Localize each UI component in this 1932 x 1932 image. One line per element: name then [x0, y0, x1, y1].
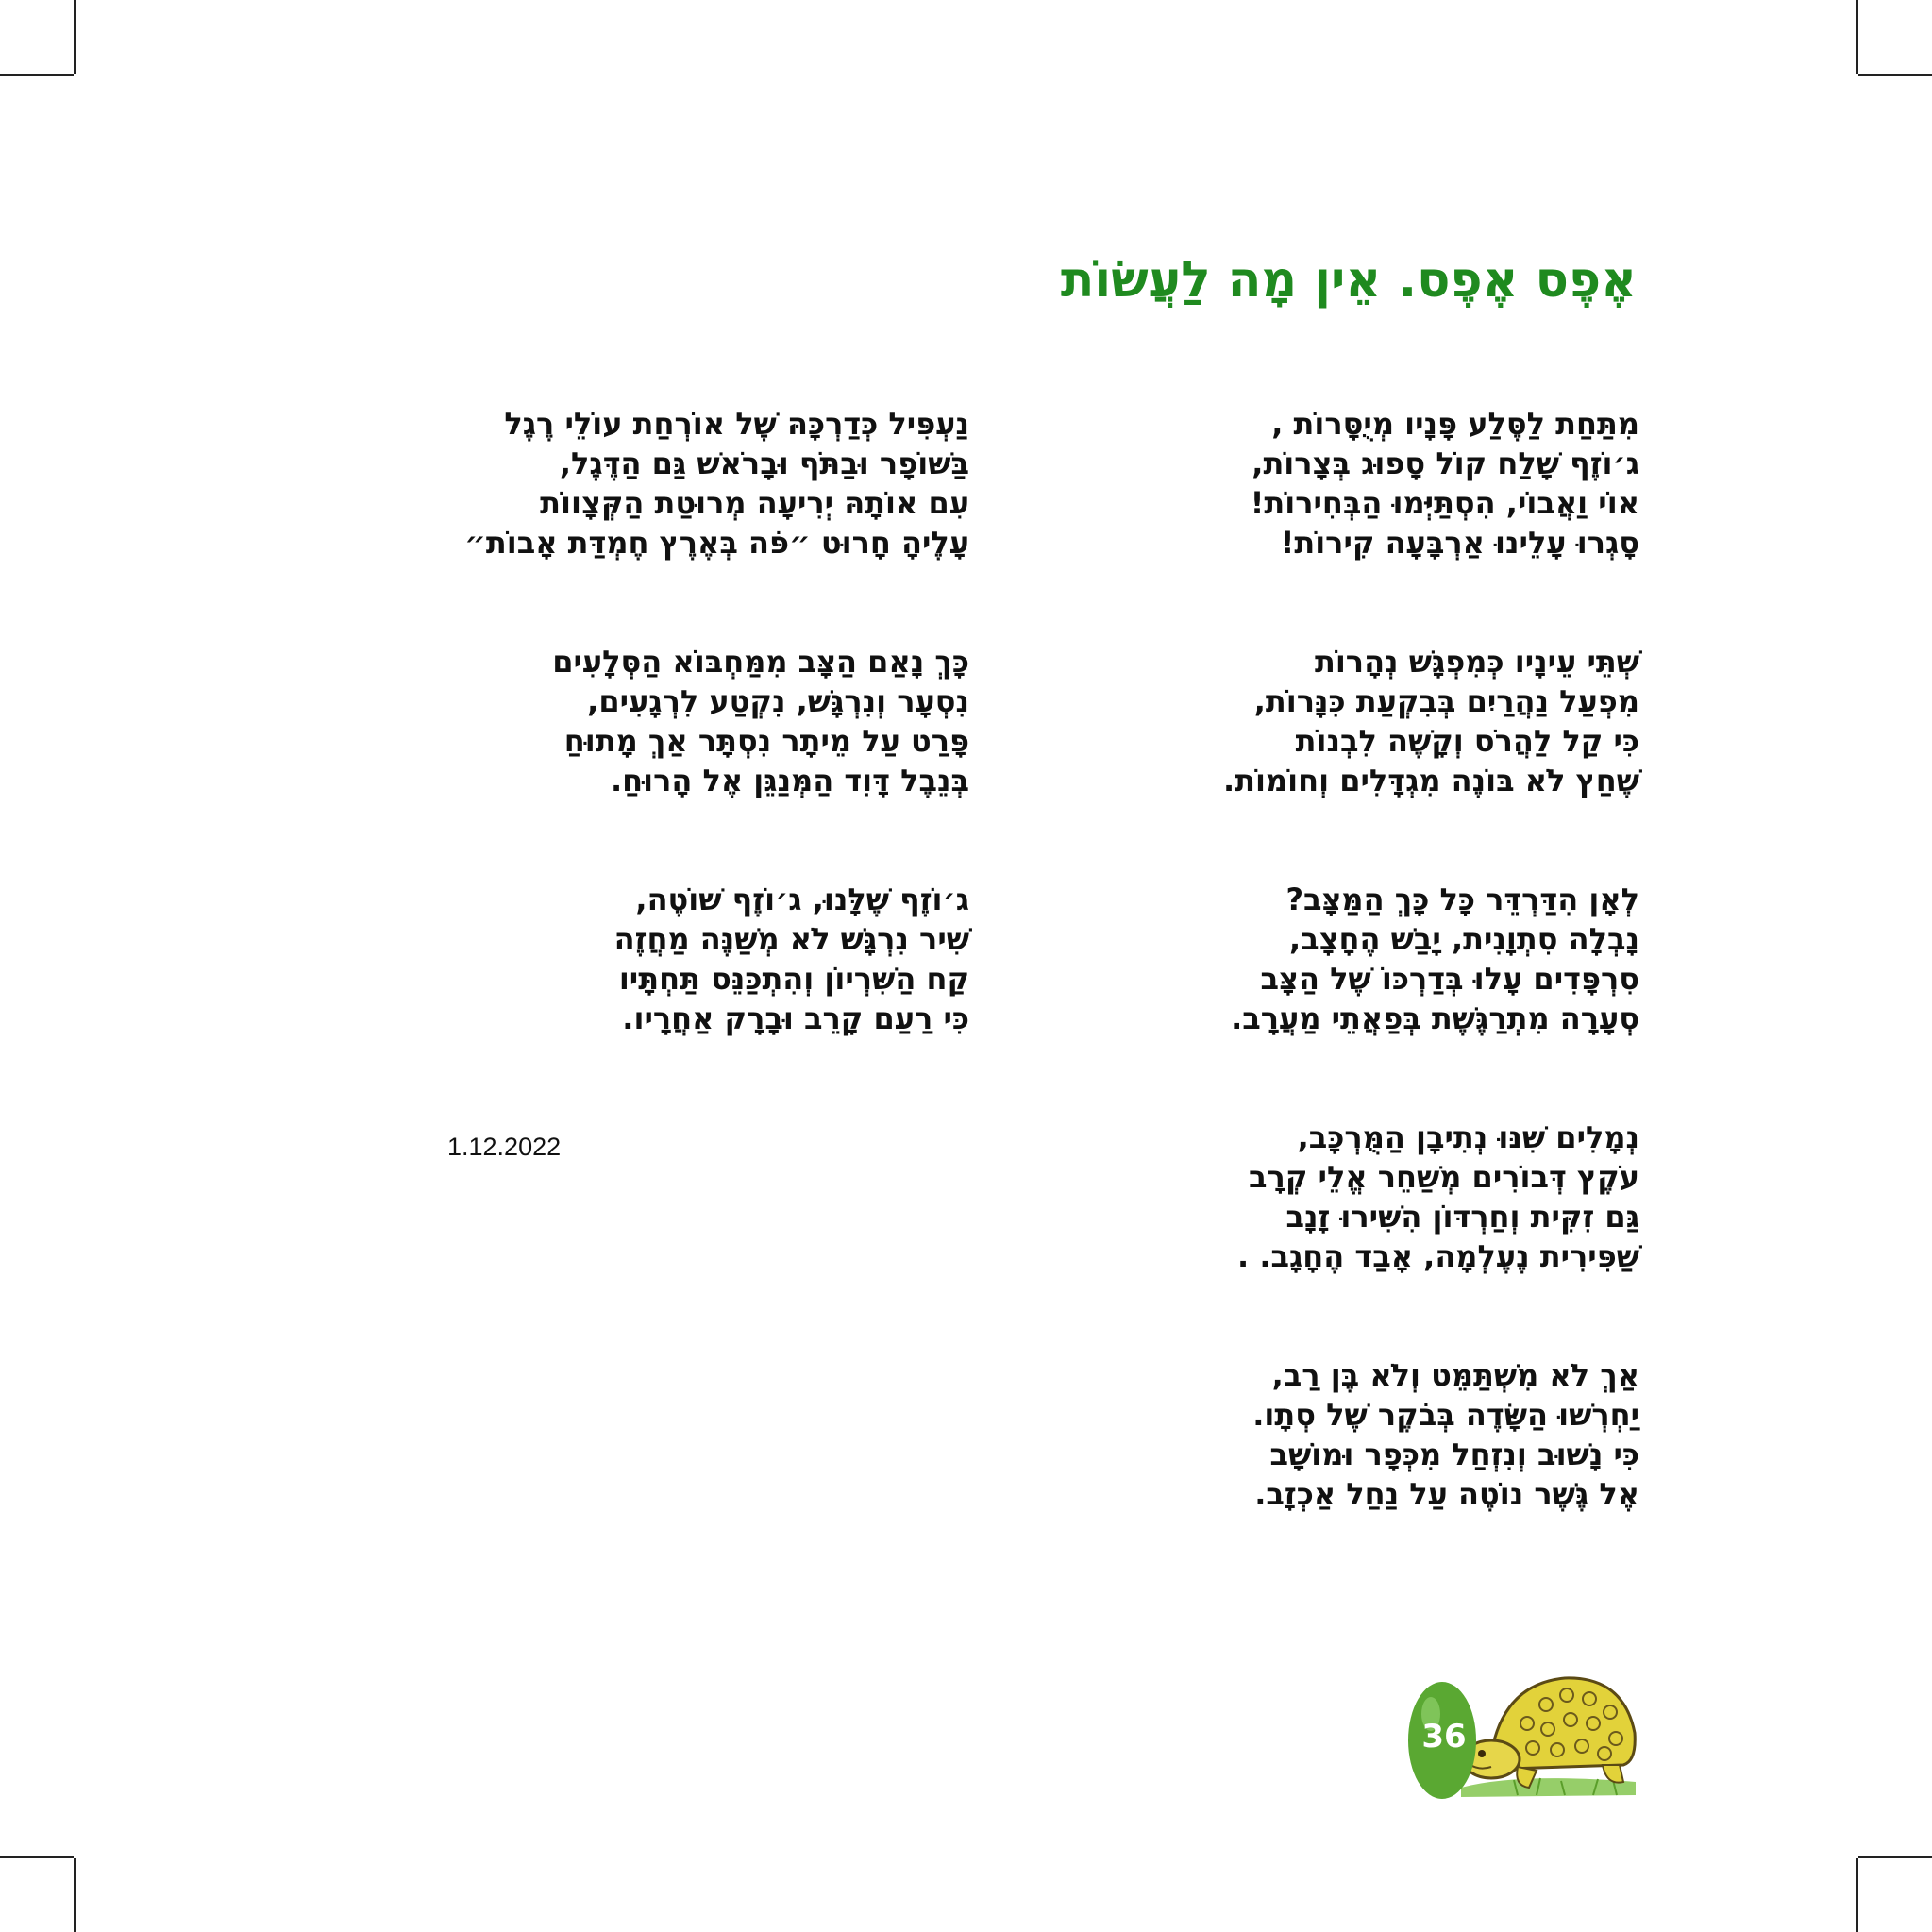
poem-date: 1.12.2022 [447, 1133, 562, 1161]
poem-line: נַעְפִּיל כְּדַרְכָּהּ שֶׁל אוֹרְחַת עוֹלֵי רֶגֶל [504, 406, 969, 442]
poem-line: יַחְרְשׁוּ הַשָּׂדֶה בְּבֹקֶר שֶׁל סְתָו. [1252, 1397, 1639, 1433]
page-number: 36 [1421, 1718, 1467, 1756]
stanza [1186, 1117, 1639, 1276]
stanza [1186, 642, 1639, 800]
poem-line: קַח הַשִּׁרְיוֹן וְהִתְכַּנֵּס תַּחְתָּיו [618, 961, 969, 997]
stanza [1186, 1355, 1639, 1514]
poem-line: בְּנֵבֶל דָּוִד הַמְּנַגֵּן אֶל הָרוּחַ. [610, 763, 969, 798]
crop-mark [74, 0, 76, 74]
poem-line: כִּי רַעַם קָרֵב וּבָרָק אַחֲרָיו. [622, 1000, 969, 1036]
poem-line: אוֹי וַאֲבוֹי, הִסְתַּיְּמוּ הַבְּחִירוֹת! [1250, 485, 1639, 521]
poem-line: אַךְ לֹא מִשְׁתַּמֵּט וְלֹא בֶּן רַב, [1271, 1357, 1639, 1393]
poem-line: שִׁיר נִרְגָּשׁ לֹא מְשַׁנֶּה מַחֲזֶה [613, 921, 969, 957]
poem-line: שְׁתֵּי עֵינָיו כְּמִפְגָּשׁ נְהָרוֹת [1314, 644, 1639, 680]
poem-line: מִפְעַל נַהֲרַיִם בְּבִקְעַת כִּנָּרוֹת, [1253, 683, 1639, 719]
poem-line: אֶל גֶּשֶׁר נוֹטֶה עַל נַחַל אַכְזָב. [1254, 1476, 1639, 1512]
crop-mark [74, 1858, 76, 1932]
crop-mark [0, 1856, 74, 1858]
stanza [460, 404, 969, 563]
crop-mark [1856, 0, 1858, 74]
poem-line: שֶׁחַץ לֹא בּוֹנֶה מִגְדָּלִים וְחוֹמוֹת. [1222, 763, 1639, 798]
poem-line: עָלֶיהָ חָרוּט ״פֹּה בְּאֶרֶץ חֶמְדַּת אָבוֹת״ [464, 525, 969, 561]
poem-line: סְעָרָה מִתְרַגֶּשֶׁת בְּפַאֲתֵי מַעֲרָב. [1231, 1000, 1639, 1036]
poem-line: ג׳וֹזֶף שֶׁלָּנוּ, ג׳וֹזֶף שׁוֹטֶה, [635, 882, 969, 917]
poem-line: סָגְרוּ עָלֵינוּ אַרְבָּעָה קִירוֹת! [1280, 525, 1639, 561]
poem-line: סִרְפָּדִים עָלוּ בְּדַרְכּוֹ שֶׁל הַצָּב [1260, 961, 1639, 997]
poem-line: כִּי קַל לַהֲרֹס וְקָשֶׁה לִבְנוֹת [1295, 723, 1639, 759]
stanza [460, 880, 969, 1038]
poem-line: נְמָלִים שִׁנּוּ נְתִיבָן הַמֻּרְכָּב, [1297, 1119, 1639, 1155]
poem-line: כִּי נָשׁוּב וְנִזְחַל מִכְּפָר וּמוֹשָׁב [1269, 1436, 1639, 1472]
poem-line: נָבְלָה סִתְוָנִית, יָבַשׁ הֶחָצָב, [1288, 921, 1639, 957]
poem-line: עִם אוֹתָהּ יְרִיעָה מְרוּטַת הַקְּצָווֹת [540, 485, 969, 521]
crop-mark [1858, 1856, 1932, 1858]
poem-line: שַׁפִּירִית נֶעֶלְמָה, אָבַד הֶחָגָב. . [1237, 1238, 1639, 1274]
poem-column-left [460, 404, 969, 1117]
crop-mark [1858, 74, 1932, 76]
stanza [460, 642, 969, 800]
poem-title: אֶפֶס אֶפֶס. אֵין מָה לַעֲשׂוֹת [1060, 252, 1637, 309]
poem-line: לְאָן הִדַּרְדֵּר כָּל כָּךְ הַמַּצָּב? [1285, 882, 1639, 917]
poem-line: כָּךְ נָאַם הַצָּב מִמַּחְבּוֹא הַסְּלָעִים [552, 644, 969, 680]
poem-line: מִתַּחַת לַסֶּלַע פָּנָיו מְיֻסָּרוֹת , [1271, 406, 1639, 442]
poem-line: נִסְעָר וְנִרְגָּשׁ, נִקְטַע לִרְגָעִים, [587, 683, 969, 719]
poem-column-right [1186, 404, 1639, 1593]
poem-line: גַּם זִקִּית וְחַרְדּוֹן הִשִּׁירוּ זָנָב [1285, 1199, 1639, 1235]
stanza [1186, 880, 1639, 1038]
stanza [1186, 404, 1639, 563]
poem-line: ג׳וֹזֶף שָׁלַח קוֹל סָפוּג בְּצָרוֹת, [1252, 445, 1639, 481]
poem-line: פָּרַט עַל מֵיתָר נִסְתָּר אַךְ מָתוּחַ [563, 723, 969, 759]
poem-line: בַּשּׁוֹפָר וּבַתֹּף וּבָרֹאשׁ גַּם הַדֶּגֶל, [559, 445, 969, 481]
poem-line: עֹקֶץ דְּבוֹרִים מְשַׁחֵר אֱלֵי קְרָב [1249, 1159, 1639, 1195]
crop-mark [0, 74, 74, 76]
crop-mark [1856, 1858, 1858, 1932]
